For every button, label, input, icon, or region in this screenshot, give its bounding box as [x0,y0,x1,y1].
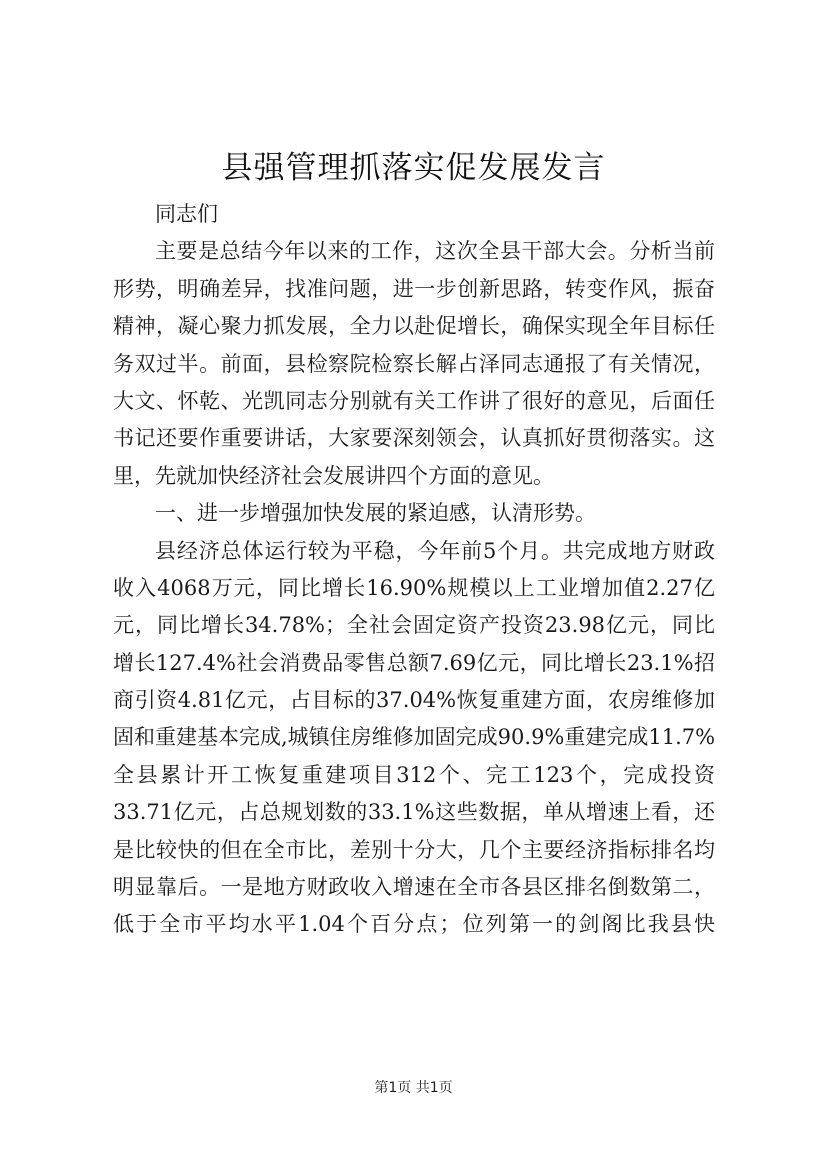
paragraph-line: 务双过半。前面，县检察院检察长解占泽同志通报了有关情况， [113,351,715,376]
paragraph-line: 商引资4.81亿元，占目标的37.04%恢复重建方面，农房维修加 [113,688,715,713]
paragraph-line: 33.71亿元，占总规划数的33.1%这些数据，单从增速上看，还 [113,800,715,825]
document-title: 县强管理抓落实促发展发言 [221,150,606,186]
paragraph-line: 大文、怀乾、光凯同志分别就有关工作讲了很好的意见，后面任 [113,388,715,413]
paragraph-line: 县经济总体运行较为平稳，今年前5个月。共完成地方财政 [155,538,715,563]
paragraph-line: 全县累计开工恢复重建项目312个、完工123个，完成投资 [113,762,715,787]
paragraph-line: 主要是总结今年以来的工作，这次全县干部大会。分析当前 [155,239,715,264]
paragraph-line: 固和重建基本完成,城镇住房维修加固完成90.9%重建完成11.7% [113,725,715,750]
paragraph-line: 元，同比增长34.78%；全社会固定资产投资23.98亿元，同比 [113,613,715,638]
paragraph-line: 精神，凝心聚力抓发展，全力以赴促增长，确保实现全年目标任 [113,314,715,339]
section-heading: 一、进一步增强加快发展的紧迫感，认清形势。 [155,501,596,526]
paragraph-line: 增长127.4%社会消费品零售总额7.69亿元，同比增长23.1%招 [113,650,715,675]
paragraph-line: 是比较快的但在全市比，差别十分大，几个主要经济指标排名均 [113,837,715,862]
salutation-line: 同志们 [155,202,218,226]
page-number-footer: 第1页 共1页 [374,1080,453,1096]
paragraph-line: 收入4068万元，同比增长16.90%规模以上工业增加值2.27亿 [113,575,715,600]
paragraph-line: 明显靠后。一是地方财政收入增速在全市各县区排名倒数第二， [113,875,715,900]
paragraph-line: 书记还要作重要讲话，大家要深刻领会，认真抓好贯彻落实。这 [113,426,715,451]
paragraph-line: 低于全市平均水平1.04个百分点；位列第一的剑阁比我县快 [113,912,715,937]
paragraph-line: 里，先就加快经济社会发展讲四个方面的意见。 [113,463,554,488]
paragraph-line: 形势，明确差异，找准问题，进一步创新思路，转变作风，振奋 [113,276,715,301]
document-body [113,196,715,944]
